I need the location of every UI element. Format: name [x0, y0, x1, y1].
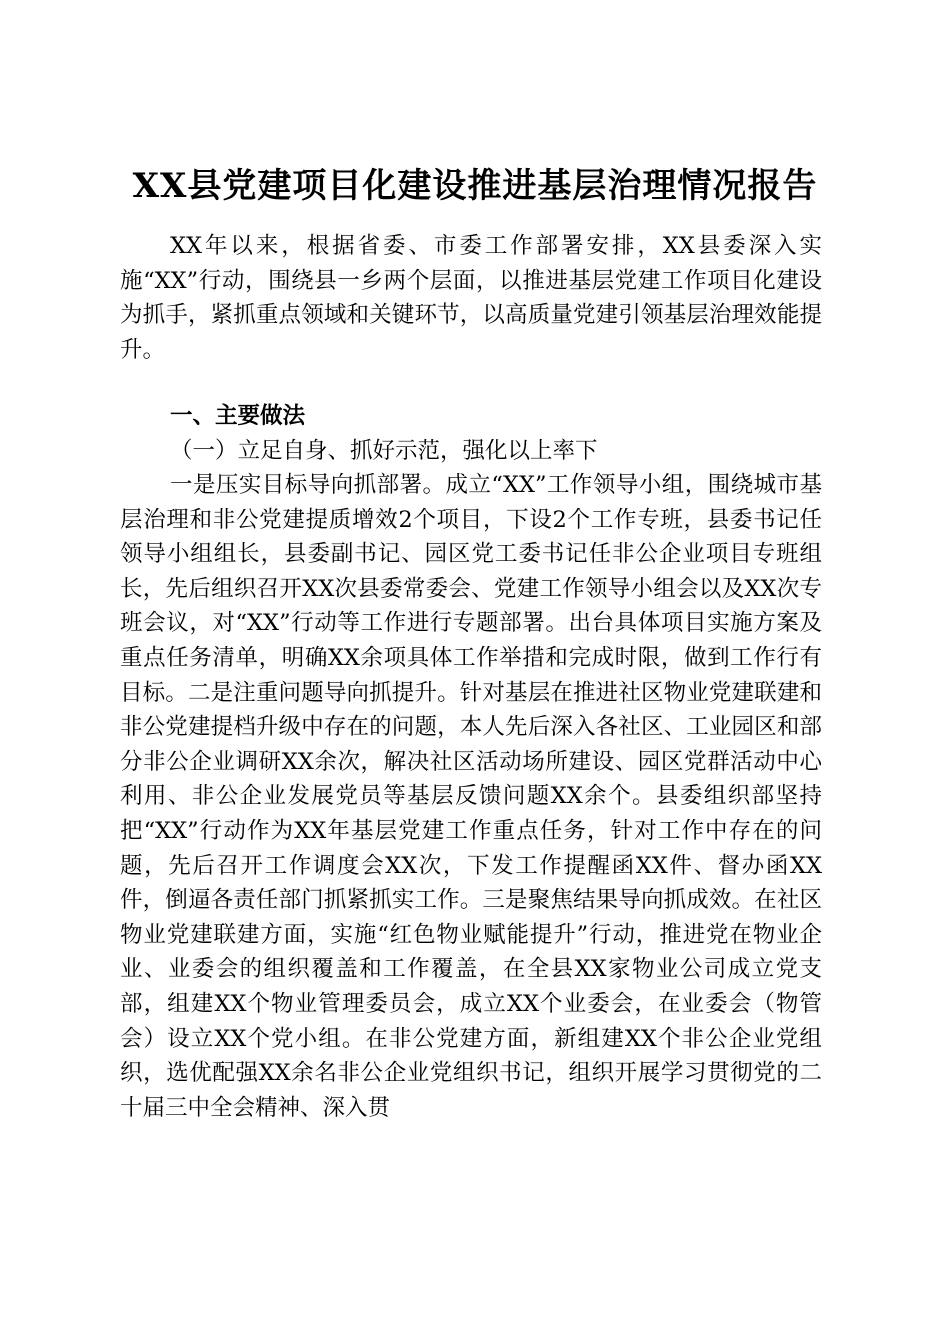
main-paragraph: 一是压实目标导向抓部署。成立“XX”工作领导小组，围绕城市基层治理和非公党建提质增效2个项目，下设2个工作专班，县委书记任领导小组组长，县委副书记、园区党工委书记任非公企业项目专班组长，先后组织召开XX次县委常委会、党建工作领导小组会以及XX次专班会议，对“XX”行动等工作进行专题部署。出台具体项目实施方案及重点任务清单，明确XX余项具体工作举措和完成时限，做到工作行有目标。二是注重问题导向抓提升。针对基层在推进社区物业党建联建和非公党建提档升级中存在的问题，本人先后深入各社区、工业园区和部分非公企业调研XX余次，解决社区活动场所建设、园区党群活动中心利用、非公企业发展党员等基层反馈问题XX余个。县委组织部坚持把“XX”行动作为XX年基层党建工作重点任务，针对工作中存在的问题，先后召开工作调度会XX次，下发工作提醒函XX件、督办函XX件，倒逼各责任部门抓紧抓实工作。三是聚焦结果导向抓成效。在社区物业党建联建方面，实施“红色物业赋能提升”行动，推进党在物业企业、业委会的组织覆盖和工作覆盖，在全县XX家物业公司成立党支部，组建XX个物业管理委员会，成立XX个业委会，在业委会（物管会）设立XX个党小组。在非公党建方面，新组建XX个非公企业党组织，选优配强XX余名非公企业党组织书记，组织开展学习贯彻党的二十届三中全会精神、深入贯 [120, 472, 822, 1121]
section-heading: 一、主要做法 [170, 403, 306, 429]
subsection-heading: （一）立足自身、抓好示范，强化以上率下 [170, 438, 598, 464]
document-title: XX县党建项目化建设推进基层治理情况报告 [132, 166, 818, 206]
intro-paragraph: XX年以来，根据省委、市委工作部署安排，XX县委深入实施“XX”行动，围绕县一乡两个层面，以推进基层党建工作项目化建设为抓手，紧抓重点领域和关键环节，以高质量党建引领基层治理效能提升。 [120, 233, 822, 363]
